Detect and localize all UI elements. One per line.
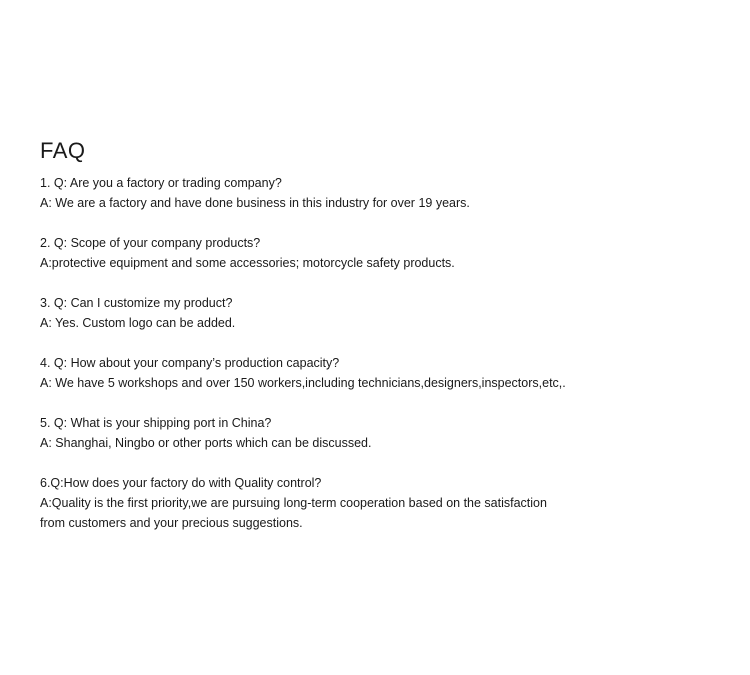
faq-answer-continued: from customers and your precious suggestions. xyxy=(40,516,303,530)
faq-answer: A:protective equipment and some accessories; motorcycle safety products. xyxy=(40,256,455,270)
faq-item-3 xyxy=(40,293,600,333)
page-title: FAQ xyxy=(40,138,86,163)
faq-item-5 xyxy=(40,413,600,453)
faq-item-4 xyxy=(40,353,600,393)
faq-question: 1. Q: Are you a factory or trading company? xyxy=(40,176,282,190)
faq-item-1 xyxy=(40,173,600,213)
faq-answer: A: We have 5 workshops and over 150 workers,including technicians,designers,inspectors,etc,. xyxy=(40,376,566,390)
faq-section xyxy=(40,137,600,553)
faq-answer: A:Quality is the first priority,we are pursuing long-term cooperation based on the satisfaction xyxy=(40,496,547,510)
faq-answer: A: Shanghai, Ningbo or other ports which can be discussed. xyxy=(40,436,372,450)
faq-answer: A: We are a factory and have done business in this industry for over 19 years. xyxy=(40,196,470,210)
faq-item-2 xyxy=(40,233,600,273)
faq-answer: A: Yes. Custom logo can be added. xyxy=(40,316,236,330)
faq-question: 4. Q: How about your company’s production capacity? xyxy=(40,356,340,370)
faq-question: 2. Q: Scope of your company products? xyxy=(40,236,261,250)
faq-item-6 xyxy=(40,473,600,533)
faq-question: 5. Q: What is your shipping port in China? xyxy=(40,416,272,430)
faq-question: 6.Q:How does your factory do with Quality control? xyxy=(40,476,322,490)
faq-question: 3. Q: Can I customize my product? xyxy=(40,296,233,310)
